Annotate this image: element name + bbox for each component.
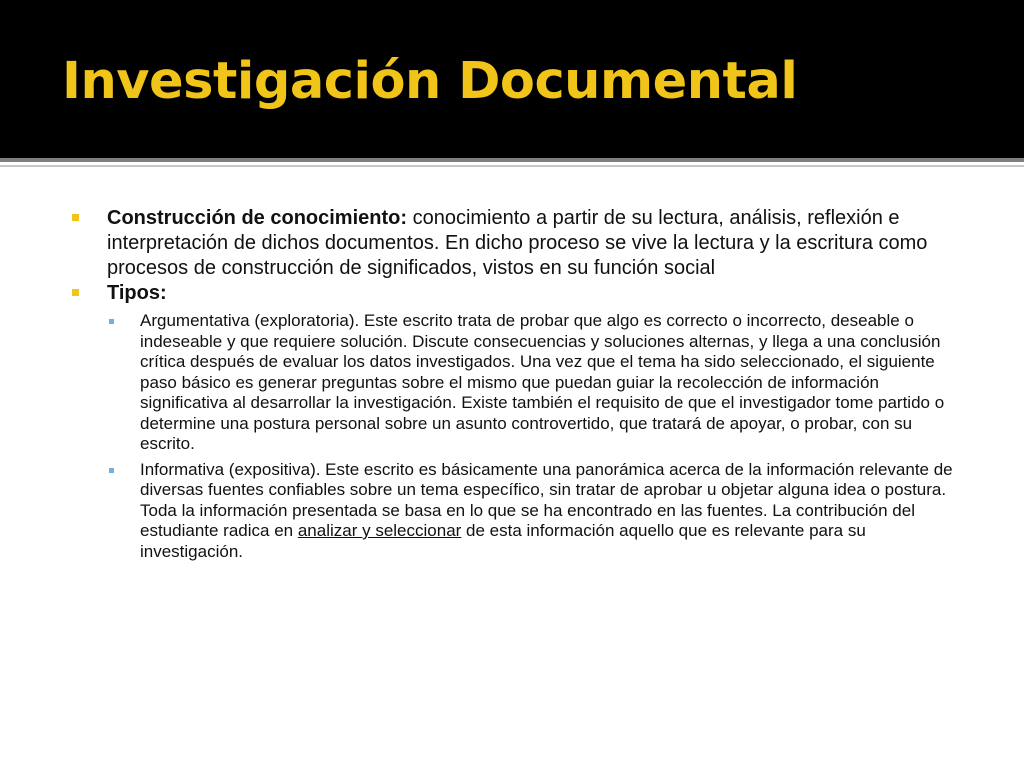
bullet-types	[70, 281, 970, 306]
title-bar	[0, 0, 1024, 158]
slide-content	[70, 206, 970, 562]
square-sub-bullet-icon	[109, 468, 114, 473]
slide-title: Investigación Documental	[62, 52, 798, 111]
bullet-text: conocimiento a partir de su lectura, análisis, reflexión e interpretación de dichos documentos. En dicho proceso se vive la lectura y la escritura como procesos de construcción de significados, vistos en su función social	[107, 207, 928, 279]
square-sub-bullet-icon	[109, 319, 114, 324]
sub-bullet-argumentativa	[107, 311, 970, 455]
sub-bullet-text: Informativa (expositiva). Este escrito es básicamente una panorámica acerca de la información relevante de diversas fuentes confiables sobre un tema específico, sin tratar de aprobar u objetar alguna idea o postura. Toda la información presentada se basa en lo que se ha encontrado en las fuentes. La contribución del estudiante radica en	[140, 459, 953, 540]
title-divider-dark	[0, 158, 1024, 162]
bullet-label: Tipos:	[107, 282, 167, 304]
underlined-phrase: analizar y seleccionar	[297, 521, 462, 540]
square-bullet-icon	[72, 214, 79, 221]
bullet-knowledge-construction	[70, 206, 970, 281]
sub-bullet-informativa	[107, 460, 970, 563]
title-divider-light	[0, 165, 1024, 167]
square-bullet-icon	[72, 289, 79, 296]
sub-bullet-text: Argumentativa (exploratoria). Este escrito trata de probar que algo es correcto o incorrecto, deseable o indeseable y que requiere solución. Discute consecuencias y soluciones alternas, y llega a una conclusión crítica después de evaluar los datos investigados. Una vez que el tema ha sido seleccionado, el siguiente paso básico es generar preguntas sobre el mismo que puedan guiar la recolección de información significativa al desarrollar la investigación. Existe también el requisito de que el investigador tome partido o determine una postura personal sobre un asunto controvertido, que tratará de apoyar, o probar, con su escrito.	[140, 311, 945, 453]
bullet-label: Construcción de conocimiento:	[107, 207, 408, 229]
sub-bullet-text-end: de esta información aquello que es relevante para su investigación.	[140, 521, 866, 561]
